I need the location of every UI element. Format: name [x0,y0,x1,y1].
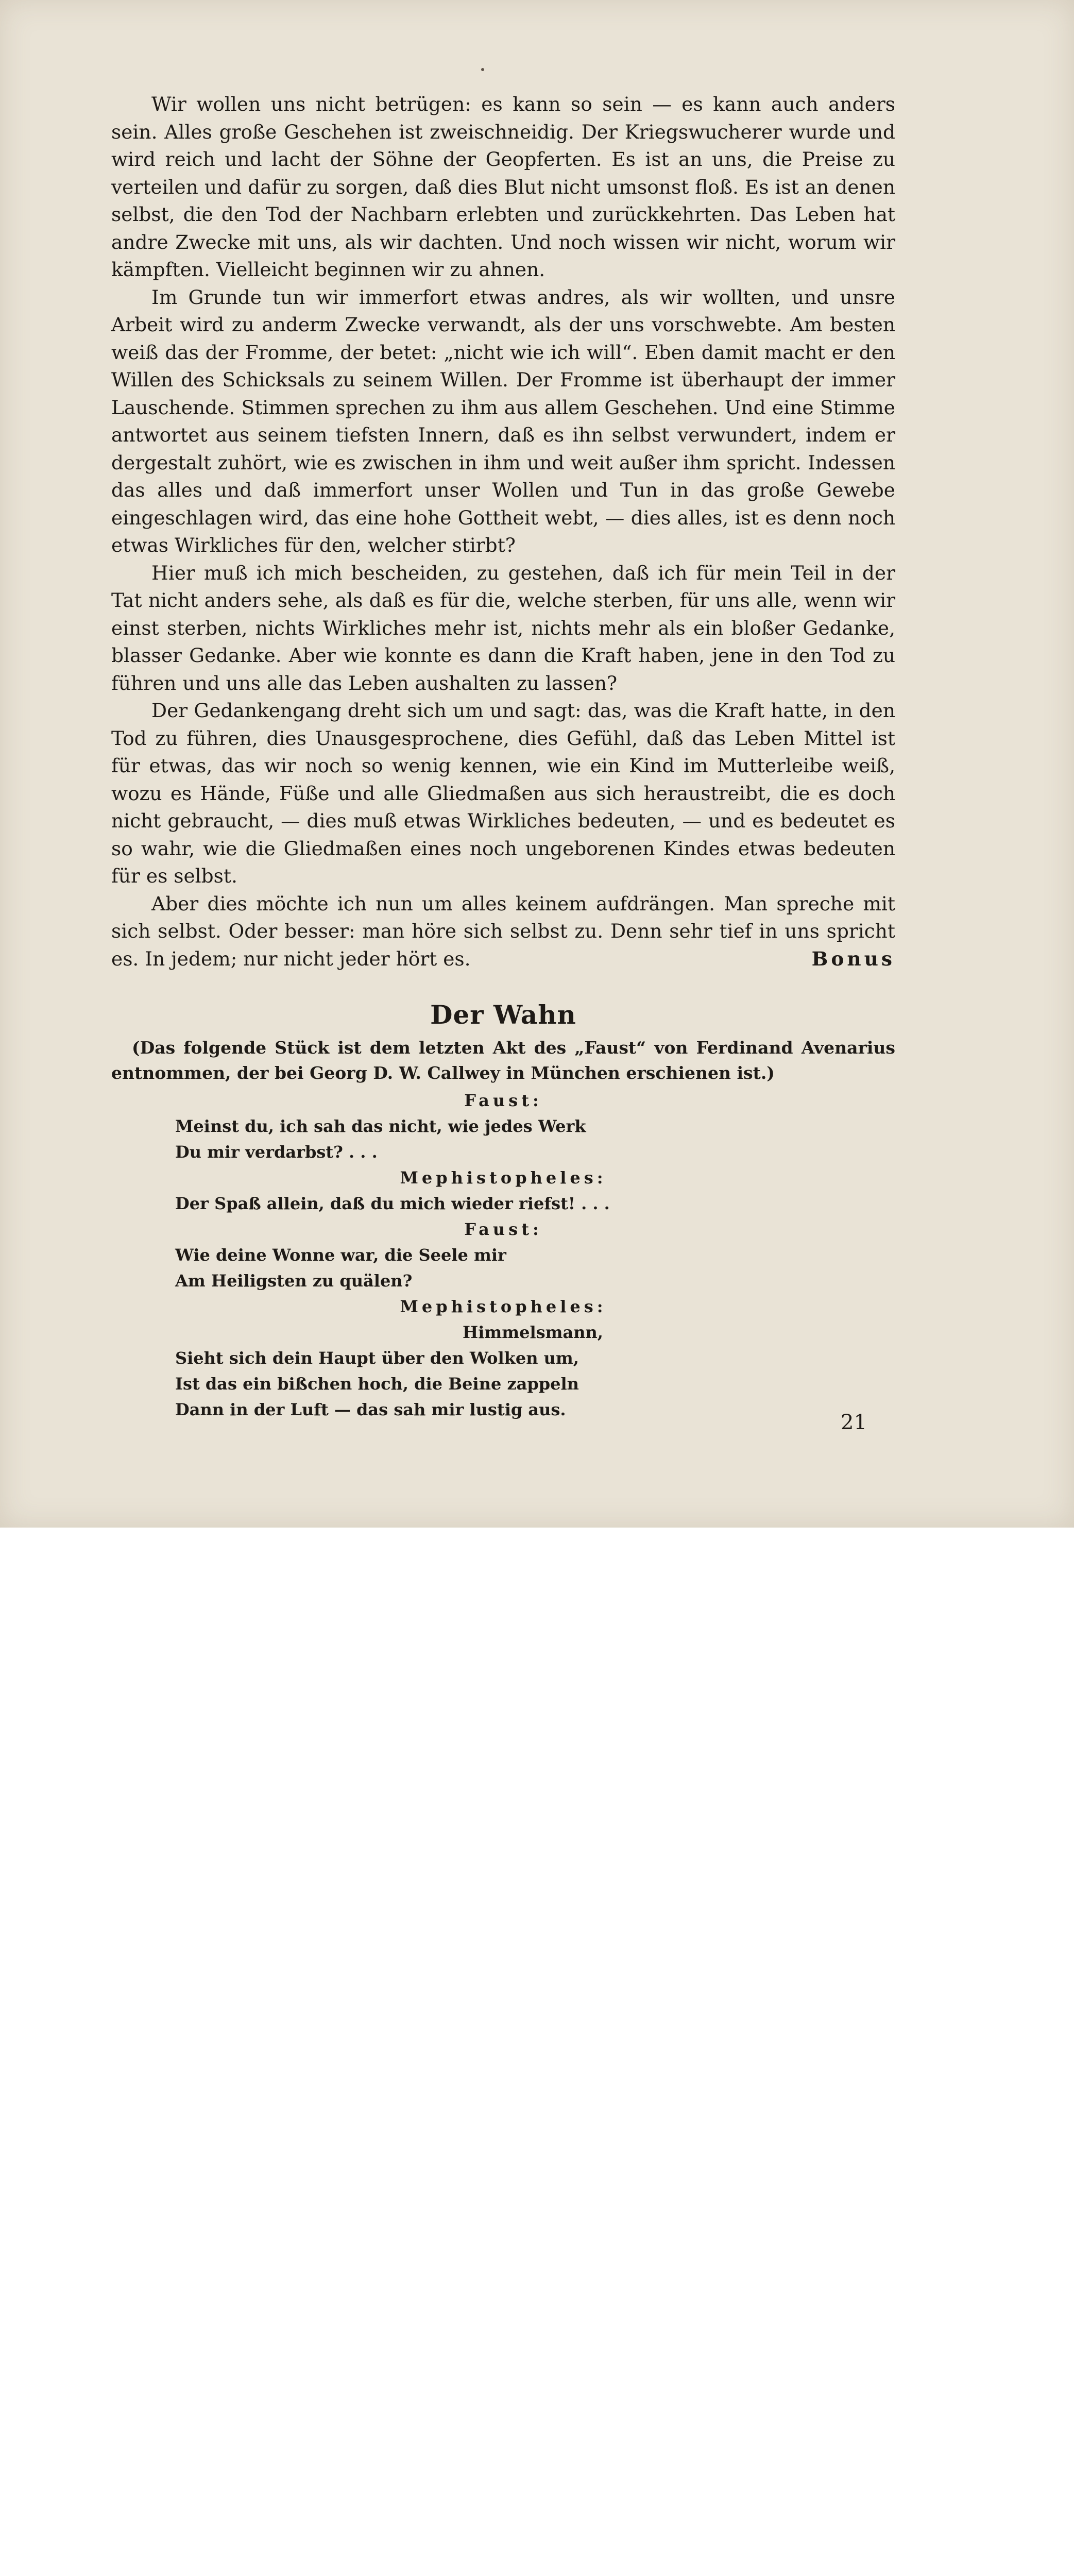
paragraph-4: Der Gedankengang dreht sich um und sagt: das, was die Kraft hatte, in den Tod zu führen, dies Unausgesprochene, dies Gefühl, daß das Leben Mittel ist für etwas, das wir noch so wenig kennen, wie ein Kind im Mutterleibe weiß, wozu es Hände, Füße und alle Gliedmaßen aus sich heraustreibt, die es doch nicht gebraucht, — dies muß etwas Wirkliches bedeuten, — und es bedeutet es so wahr, wie die Gliedmaßen eines noch ungeborenen Kindes etwas bedeuten für es selbst. [111,699,895,887]
paragraph-1: Wir wollen uns nicht betrügen: es kann so sein — es kann auch anders sein. Alles große Geschehen ist zweischneidig. Der Kriegswucherer wurde und wird reich und lacht der Söhne der Geopferten. Es ist an uns, die Preise zu verteilen und dafür zu sorgen, daß dies Blut nicht umsonst floß. Es ist an denen selbst, die den Tod der Nachbarn erlebten und zurückkehrten. Das Leben hat andre Zwecke mit uns, als wir dachten. Und noch wissen wir nicht, worum wir kämpften. Vielleicht beginnen wir zu ahnen. [111,93,895,281]
verse-line: Sieht sich dein Haupt über den Wolken um, [175,1348,579,1368]
paragraph-5-text: Aber dies möchte ich nun um alles keinem aufdrängen. Man spreche mit sich selbst. Oder besser: man höre sich selbst zu. Denn sehr tief in uns spricht es. In jedem; nur nicht jeder hört es. [111,892,895,970]
scan-speck [481,68,484,71]
verse-line: Himmelsmann, [463,1323,603,1342]
speaker-faust: Faust: [464,1091,542,1110]
verse-line: Du mir verdarbst? . . . [175,1142,378,1162]
verse-line: Wie deine Wonne war, die Seele mir [175,1245,506,1265]
verse-line: Meinst du, ich sah das nicht, wie jedes Werk [175,1116,586,1136]
section-title: Der Wahn [430,999,576,1030]
speaker-mephistopheles: Mephistopheles: [400,1297,607,1316]
verse-line: Ist das ein bißchen hoch, die Beine zappeln [175,1374,579,1394]
paragraph-3: Hier muß ich mich bescheiden, zu gestehen, daß ich für mein Teil in der Tat nicht anders sehe, als daß es für die, welche sterben, für uns alle, wenn wir einst sterben, nichts Wirkliches mehr ist, nichts mehr als ein bloßer Gedanke, blasser Gedanke. Aber wie konnte es dann die Kraft haben, jene in den Tod zu führen und uns alle das Leben aushalten zu lassen? [111,561,895,694]
speaker-faust: Faust: [464,1219,542,1239]
paragraph-5 [111,890,895,973]
paragraph-2: Im Grunde tun wir immerfort etwas andres, als wir wollten, und unsre Arbeit wird zu anderm Zwecke verwandt, als der uns vorschwebte. Am besten weiß das der Fromme, der betet: „nicht wie ich will“. Eben damit macht er den Willen des Schicksals zu seinem Willen. Der Fromme ist überhaupt der immer Lauschende. Stimmen sprechen zu ihm aus allem Geschehen. Und eine Stimme antwortet aus seinem tiefsten Innern, daß es ihn selbst verwundert, indem er dergestalt zuhört, wie es zwischen in ihm und weit außer ihm spricht. Indessen das alles und daß immerfort unser Wollen und Tun in das große Gewebe eingeschlagen wird, das eine hohe Gottheit webt, — dies alles, ist es denn noch etwas Wirkliches für den, welcher stirbt? [111,285,895,556]
page-content [111,91,895,1422]
verse-line: Am Heiligsten zu quälen? [175,1271,413,1291]
page-number: 21 [841,1411,867,1434]
viewer-footer [0,1528,1074,1623]
section-intro: (Das folgende Stück ist dem letzten Akt des „Faust“ von Ferdinand Avenarius entnommen, der bei Georg D. W. Callwey in München erschienen ist.) [111,1038,895,1083]
author-signature: Bonus [811,947,895,970]
verse-line: Der Spaß allein, daß du mich wieder riefst! . . . [175,1194,610,1213]
speaker-mephistopheles: Mephistopheles: [400,1168,607,1188]
verse-line: Dann in der Luft — das sah mir lustig aus. [175,1400,566,1419]
